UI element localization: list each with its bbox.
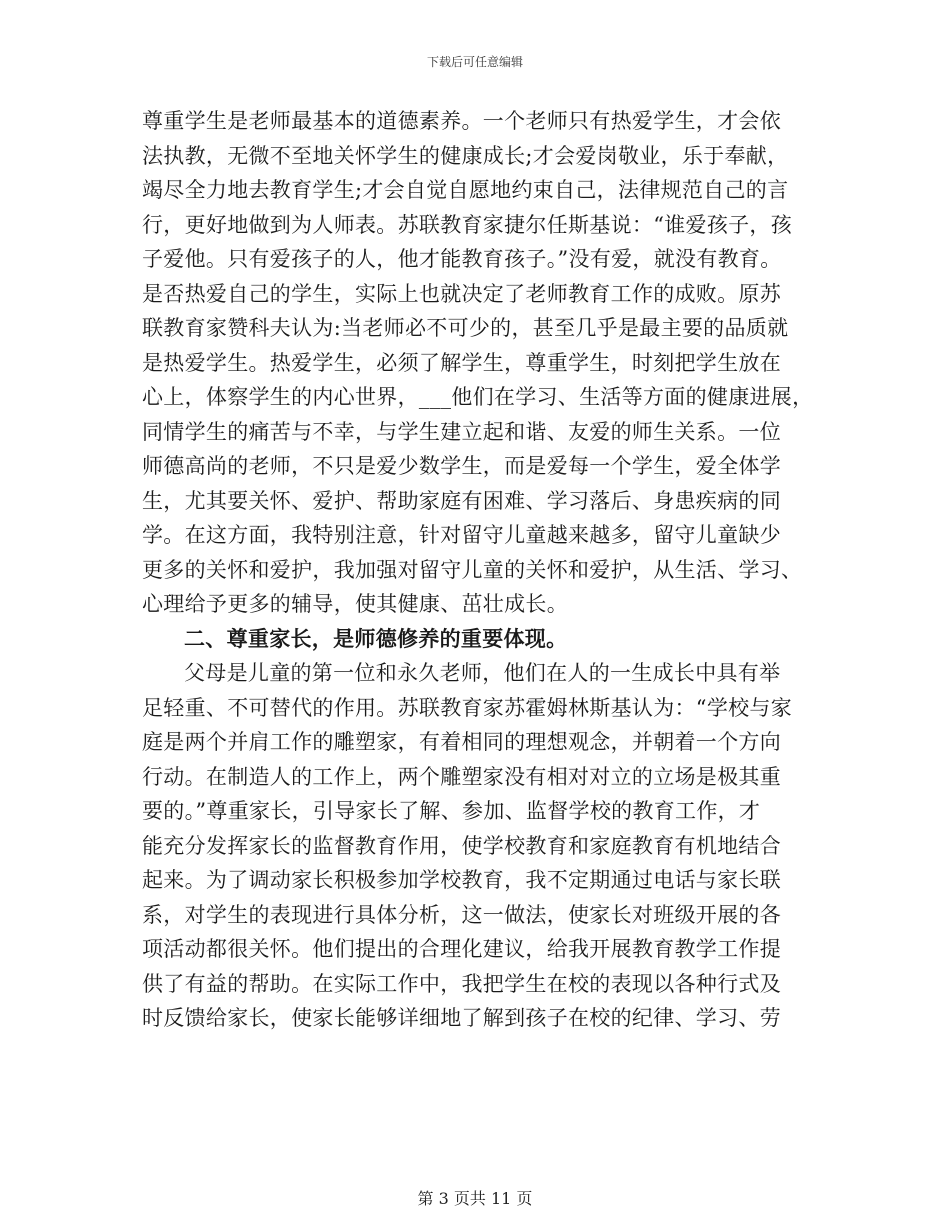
page-footer: 第 3 页共 11 页 bbox=[417, 1189, 533, 1208]
text-line: 心上，体察学生的内心世界，___他们在学习、生活等方面的健康进展， bbox=[142, 385, 814, 409]
page-header: 下载后可任意编辑 bbox=[426, 55, 523, 69]
text-line: 学。在这方面，我特别注意，针对留守儿童越来越多，留守儿童缺少 bbox=[142, 523, 781, 547]
text-line: 法执教，无微不至地关怀学生的健康成长;才会爱岗敬业，乐于奉献， bbox=[142, 143, 789, 168]
text-line: 子爱他。只有爱孩子的人，他才能教育孩子。”没有爱，就没有教育。 bbox=[142, 247, 782, 271]
text-line: 行，更好地做到为人师表。苏联教育家捷尔任斯基说：“谁爱孩子，孩 bbox=[142, 212, 793, 237]
text-line: 项活动都很关怀。他们提出的合理化建议，给我开展教育教学工作提 bbox=[142, 937, 781, 961]
text-line: 父母是儿童的第一位和永久老师，他们在人的一生成长中具有举 bbox=[184, 661, 781, 685]
text-line: 生，尤其要关怀、爱护、帮助家庭有困难、学习落后、身患疾病的同 bbox=[142, 488, 781, 513]
text-line: 行动。在制造人的工作上，两个雕塑家没有相对对立的立场是极其重 bbox=[142, 764, 781, 789]
text-line: 能充分发挥家长的监督教育作用，使学校教育和家庭教育有机地结合 bbox=[142, 833, 781, 858]
text-line: 庭是两个并肩工作的雕塑家，有着相同的理想观念，并朝着一个方向 bbox=[142, 730, 781, 754]
text-line: 供了有益的帮助。在实际工作中，我把学生在校的表现以各种行式及 bbox=[142, 971, 781, 996]
text-line: 是热爱学生。热爱学生，必须了解学生，尊重学生，时刻把学生放在 bbox=[142, 350, 781, 375]
text-line: 要的。”尊重家长，引导家长了解、参加、监督学校的教育工作，才 bbox=[142, 799, 761, 823]
text-line: 心理给予更多的辅导，使其健康、茁壮成长。 bbox=[142, 592, 568, 616]
text-line: 同情学生的痛苦与不幸，与学生建立起和谐、友爱的师生关系。一位 bbox=[142, 419, 781, 444]
body-text bbox=[142, 104, 832, 1036]
text-line: 是否热爱自己的学生，实际上也就决定了老师教育工作的成败。原苏 bbox=[142, 281, 781, 306]
text-line: 起来。为了调动家长积极参加学校教育，我不定期通过电话与家长联 bbox=[142, 868, 781, 892]
text-line: 足轻重、不可替代的作用。苏联教育家苏霍姆林斯基认为：“学校与家 bbox=[142, 695, 793, 720]
text-line: 时反馈给家长，使家长能够详细地了解到孩子在校的纪律、学习、劳 bbox=[142, 1006, 781, 1030]
text-line: 尊重学生是老师最基本的道德素养。一个老师只有热爱学生，才会依 bbox=[142, 109, 781, 133]
text-line: 联教育家赞科夫认为:当老师必不可少的，甚至几乎是最主要的品质就 bbox=[142, 316, 789, 340]
text-line: 竭尽全力地去教育学生;才会自觉自愿地约束自己，法律规范自己的言 bbox=[142, 178, 789, 202]
text-line: 师德高尚的老师，不只是爱少数学生，而是爱每一个学生，爱全体学 bbox=[142, 454, 781, 478]
text-line: 系，对学生的表现进行具体分析，这一做法，使家长对班级开展的各 bbox=[142, 902, 781, 927]
text-line: 更多的关怀和爱护，我加强对留守儿童的关怀和爱护，从生活、学习、 bbox=[142, 557, 803, 582]
section-heading: 二、尊重家长，是师德修养的重要体现。 bbox=[184, 625, 568, 651]
